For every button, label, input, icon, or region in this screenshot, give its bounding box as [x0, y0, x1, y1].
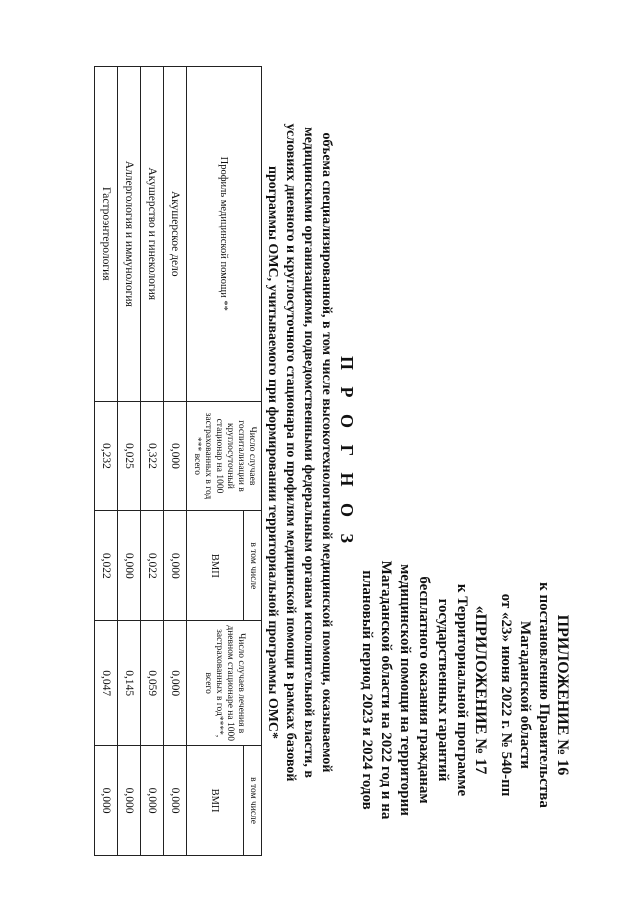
- cell-day-total: 0,047: [95, 621, 118, 746]
- header-hosp-total: Число случаев госпитализации в круглосуточный стационар на 1000 застрахованных в год *** всего: [187, 401, 262, 511]
- cell-hosp-vmp: 0,022: [141, 511, 164, 621]
- cell-day-total: 0,000: [164, 621, 187, 746]
- appendix-17-title: «ПРИЛОЖЕНИЕ № 17: [472, 605, 489, 775]
- cell-day-vmp: 0,000: [141, 746, 164, 856]
- cell-hosp-vmp: 0,000: [118, 511, 141, 621]
- cell-day-vmp: 0,000: [164, 746, 187, 856]
- header-day-incl: в том числе: [244, 746, 262, 856]
- cell-day-total: 0,059: [141, 621, 164, 746]
- subtitle-line: условиях дневного и круглосуточного стационара по профилям медицинской помощи в рамках базовой: [283, 123, 298, 782]
- header-profile: Профиль медицинской помощи **: [187, 67, 262, 402]
- cell-hosp-total: 0,025: [118, 401, 141, 511]
- header-hosp-vmp: ВМП: [187, 511, 244, 621]
- cell-day-total: 0,145: [118, 621, 141, 746]
- table-row: [141, 67, 164, 856]
- appendix-16-title: ПРИЛОЖЕНИЕ № 16: [554, 614, 571, 776]
- cell-profile: Аллергология и иммунология: [118, 67, 141, 402]
- appendix-17-line1: к Территориальной программе: [454, 583, 470, 797]
- cell-profile: Гастроэнтерология: [95, 67, 118, 402]
- document-subtitle: [263, 40, 335, 865]
- appendix-17-line6: плановый период 2023 и 2024 годов: [359, 570, 375, 810]
- appendix-16-line3: от «23» июня 2022 г. № 540-пп: [498, 593, 514, 797]
- cell-day-vmp: 0,000: [95, 746, 118, 856]
- cell-hosp-total: 0,322: [141, 401, 164, 511]
- cell-hosp-vmp: 0,022: [95, 511, 118, 621]
- subtitle-line: объема специализированной, в том числе высокотехнологичной медицинской помощи, оказываемой: [319, 132, 334, 773]
- appendix-16-line1: к постановлению Правительства: [536, 582, 552, 808]
- appendix-17-block: [357, 525, 490, 855]
- cell-hosp-vmp: 0,000: [164, 511, 187, 621]
- header-hosp-incl: в том числе: [244, 511, 262, 621]
- appendix-16-block: [496, 535, 572, 855]
- cell-hosp-total: 0,232: [95, 401, 118, 511]
- appendix-16-line2: Магаданской области: [517, 621, 533, 769]
- cell-hosp-total: 0,000: [164, 401, 187, 511]
- header-day-total: Число случаев лечения в дневном стационаре на 1000 застрахованных в год****, всего: [187, 621, 262, 746]
- cell-profile: Акушерское дело: [164, 67, 187, 402]
- subtitle-line: программы ОМС, учитываемого при формировании территориальной программы ОМС*: [265, 165, 280, 740]
- appendix-17-line5: Магаданской области на 2022 год и на: [378, 560, 394, 820]
- header-day-vmp: ВМП: [187, 746, 244, 856]
- subtitle-line: медицинскими организациями, подведомственными федеральным органам исполнительной власти, в: [301, 127, 316, 778]
- cell-profile: Акушерство и гинекология: [141, 67, 164, 402]
- document-title: П Р О Г Н О З: [337, 356, 357, 549]
- appendix-17-line2: государственных гарантий: [435, 598, 451, 782]
- appendix-17-line4: медицинской помощи на территории: [397, 564, 413, 816]
- table-row: [95, 67, 118, 856]
- table-row: [118, 67, 141, 856]
- cell-day-vmp: 0,000: [118, 746, 141, 856]
- forecast-table: [94, 66, 262, 856]
- table-row: [164, 67, 187, 856]
- appendix-17-line3: бесплатного оказания гражданам: [416, 576, 432, 804]
